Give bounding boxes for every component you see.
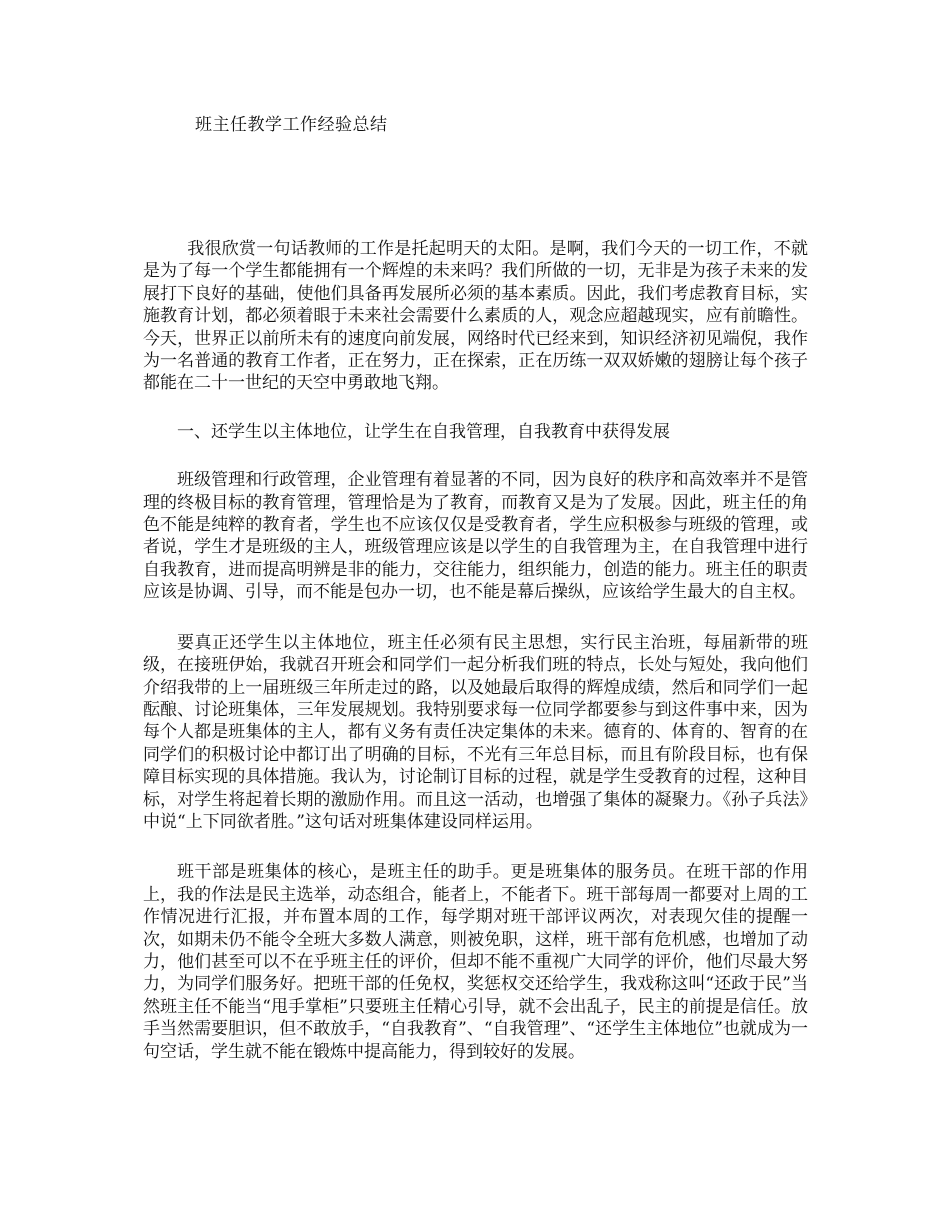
- document-title: 班主任教学工作经验总结: [195, 115, 388, 135]
- paragraph-spacer: [143, 833, 808, 861]
- paragraph-spacer: [143, 395, 808, 421]
- body-paragraph-2: 要真正还学生以主体地位，班主任必须有民主思想，实行民主治班，每届新带的班级，在接班伊始，我就召开班会和同学们一起分析我们班的特点，长处与短处，我向他们介绍我带的上一届班级三年所走过的路，以及她最后取得的辉煌成绩，然后和同学们一起酝酿、讨论班集体，三年发展规划。我特别要求每一位同学都要参与到这件事中来，因为每个人都是班集体的主人，都有义务有责任决定集体的未来。德育的、体育的、智育的在同学们的积极讨论中都订出了明确的目标，不光有三年总目标，而且有阶段目标，也有保障目标实现的具体措施。我认为，讨论制订目标的过程，就是学生受教育的过程，这种目标，对学生将起着长期的激励作用。而且这一活动，也增强了集体的凝聚力。《孙子兵法》中说“上下同欲者胜。”这句话对班集体建设同样运用。: [143, 632, 808, 832]
- paragraph-spacer: [143, 604, 808, 632]
- body-paragraph-1: 班级管理和行政管理，企业管理有着显著的不同，因为良好的秩序和高效率并不是管理的终极目标的教育管理，管理恰是为了教育，而教育又是为了发展。因此，班主任的角色不能是纯粹的教育者，学生也不应该仅仅是受教育者，学生应积极参与班级的管理，或者说，学生才是班级的主人，班级管理应该是以学生的自我管理为主，在自我管理中进行自我教育，进而提高明辨是非的能力，交往能力，组织能力，创造的能力。班主任的职责应该是协调、引导，而不能是包办一切，也不能是幕后操纵，应该给学生最大的自主权。: [143, 470, 808, 603]
- document-body: [143, 238, 808, 1063]
- body-paragraph-3: 班干部是班集体的核心，是班主任的助手。更是班集体的服务员。在班干部的作用上，我的作法是民主选举，动态组合，能者上，不能者下。班干部每周一都要对上周的工作情况进行汇报，并布置本周的工作，每学期对班干部评议两次，对表现欠佳的提醒一次，如期未仍不能令全班大多数人满意，则被免职，这样，班干部有危机感，也增加了动力，他们甚至可以不在乎班主任的评价，但却不能不重视广大同学的评价，他们尽最大努力，为同学们服务好。把班干部的任免权，奖惩权交还给学生，我戏称这叫“还政于民”当然班主任不能当“甩手掌柜”只要班主任精心引导，就不会出乱子，民主的前提是信任。放手当然需要胆识，但不敢放手，“自我教育”、“自我管理”、“还学生主体地位”也就成为一句空话，学生就不能在锻炼中提高能力，得到较好的发展。: [143, 862, 808, 1062]
- intro-paragraph: 我很欣赏一句话教师的工作是托起明天的太阳。是啊，我们今天的一切工作，不就是为了每一个学生都能拥有一个辉煌的未来吗？我们所做的一切，无非是为孩子未来的发展打下良好的基础，使他们具备再发展所必须的基本素质。因此，我们考虑教育目标，实施教育计划，都必须着眼于未来社会需要什么素质的人，观念应超越现实，应有前瞻性。今天，世界正以前所未有的速度向前发展，网络时代已经来到，知识经济初见端倪，我作为一名普通的教育工作者，正在努力，正在探索，正在历练一双双娇嫩的翅膀让每个孩子都能在二十一世纪的天空中勇敢地飞翔。: [143, 239, 808, 394]
- section-heading: 一、还学生以主体地位，让学生在自我管理，自我教育中获得发展: [177, 421, 670, 442]
- paragraph-spacer: [143, 443, 808, 469]
